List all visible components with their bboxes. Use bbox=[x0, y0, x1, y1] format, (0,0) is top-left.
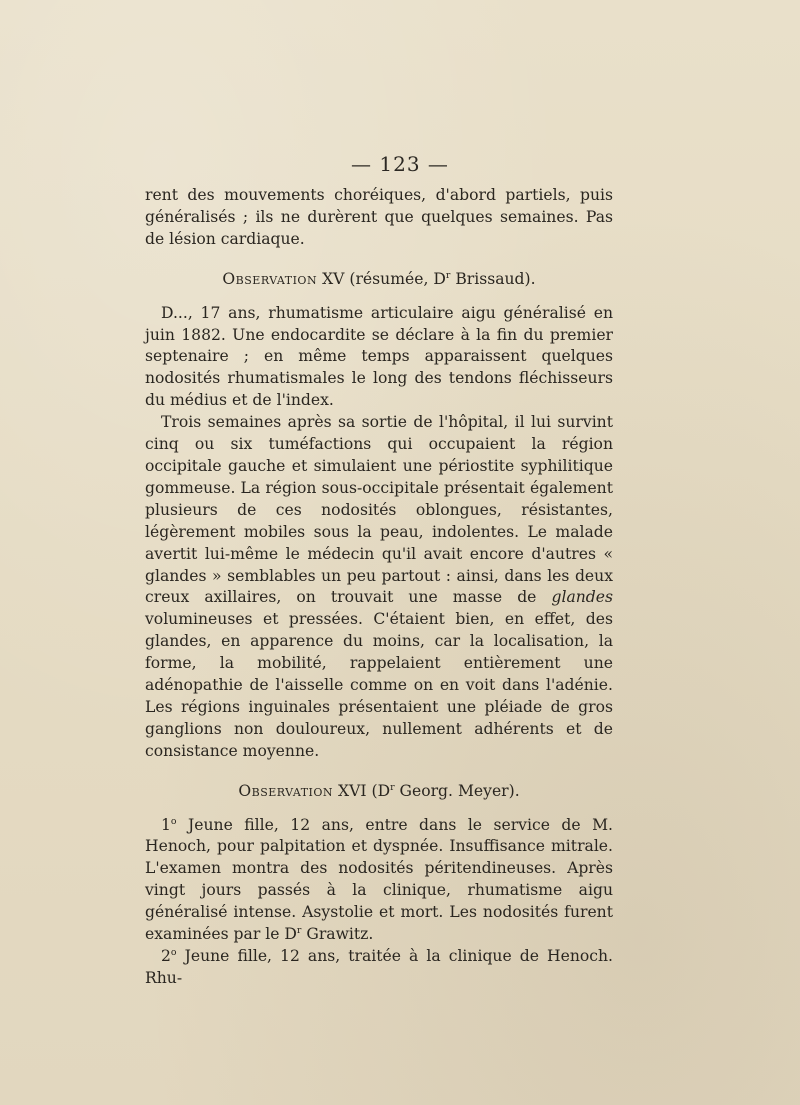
paragraph-tumefactions bbox=[145, 412, 613, 763]
body-text bbox=[145, 185, 613, 990]
observation-number: XV bbox=[322, 269, 345, 288]
paragraph-tumefactions-part1: Trois semaines après sa sortie de l'hôpital, il lui survint cinq ou six tuméfactions qui occupaient la région occipitale gauche et simulaient une périostite syphilitique gommeuse. La région sous-occipitale présentait également plusieurs de ces nodosités oblongues, résistantes, légèrement mobiles sous la peau, indolentes. Le malade avertit lui-même le médecin qu'il avait encore d'autres « glandes » semblables un peu partout : ainsi, dans les deux creux axillaires, on trouvait une masse de bbox=[145, 413, 613, 607]
doctor-abbrev-sup: r bbox=[390, 781, 395, 793]
observation-source-pre: (résumée, D bbox=[344, 269, 446, 288]
case-number: 1 bbox=[161, 815, 171, 834]
paragraph-case-1 bbox=[145, 815, 613, 946]
observation-source-post: Georg. Meyer). bbox=[394, 781, 520, 800]
observation-number: XVI bbox=[338, 781, 367, 800]
paragraph-case-2 bbox=[145, 946, 613, 990]
doctor-abbrev-sup: r bbox=[296, 924, 302, 936]
observation-source-pre: (D bbox=[366, 781, 391, 800]
case-number: 2 bbox=[161, 947, 171, 965]
ordinal-sup: o bbox=[170, 815, 177, 827]
doctor-abbrev-sup: r bbox=[445, 269, 451, 281]
ordinal-sup: o bbox=[170, 946, 177, 958]
observation-xv-heading bbox=[145, 269, 613, 291]
page-number: — 123 — bbox=[351, 152, 449, 176]
paragraph-case-1-text: Jeune fille, 12 ans, entre dans le service de M. Henoch, pour palpitation et dyspnée. Insuffisance mitrale. L'examen montra des nodosités péritendineuses. Après vingt jours passés à la clinique, rhumatisme aigu généralisé intense. Asystolie et mort. Les nodosités furent examinées par le D bbox=[145, 815, 613, 944]
observation-label: Observation bbox=[238, 781, 334, 800]
observation-source-post: Brissaud). bbox=[450, 269, 536, 288]
paragraph-case-1-end: Grawitz. bbox=[301, 925, 374, 944]
paragraph-case-2-text: Jeune fille, 12 ans, traitée à la clinique de Henoch. Rhu- bbox=[145, 947, 613, 987]
paragraph-continuation: rent des mouvements choréiques, d'abord partiels, puis généralisés ; ils ne durèrent que quelques semaines. Pas de lésion cardiaque. bbox=[145, 186, 613, 248]
paragraph-tumefactions-part2: volumineuses et pressées. C'étaient bien, en effet, des glandes, en apparence du moins, car la localisation, la forme, la mobilité, rappelaient entièrement une adénopathie de l'aisselle comme on en voit dans l'adénie. Les régions inguinales présentaient une pléiade de gros ganglions non douloureux, nullement adhérents et de consistance moyenne. bbox=[145, 610, 613, 760]
italic-glandes: glandes bbox=[551, 588, 613, 607]
paragraph-case-d: D..., 17 ans, rhumatisme articulaire aigu généralisé en juin 1882. Une endocardite se déclare à la fin du premier septenaire ; en même temps apparaissent quelques nodosités rhumatismales le long des tendons fléchisseurs du médius et de l'index. bbox=[145, 303, 613, 410]
observation-xvi-heading bbox=[145, 781, 613, 803]
observation-label: Observation bbox=[222, 269, 318, 288]
